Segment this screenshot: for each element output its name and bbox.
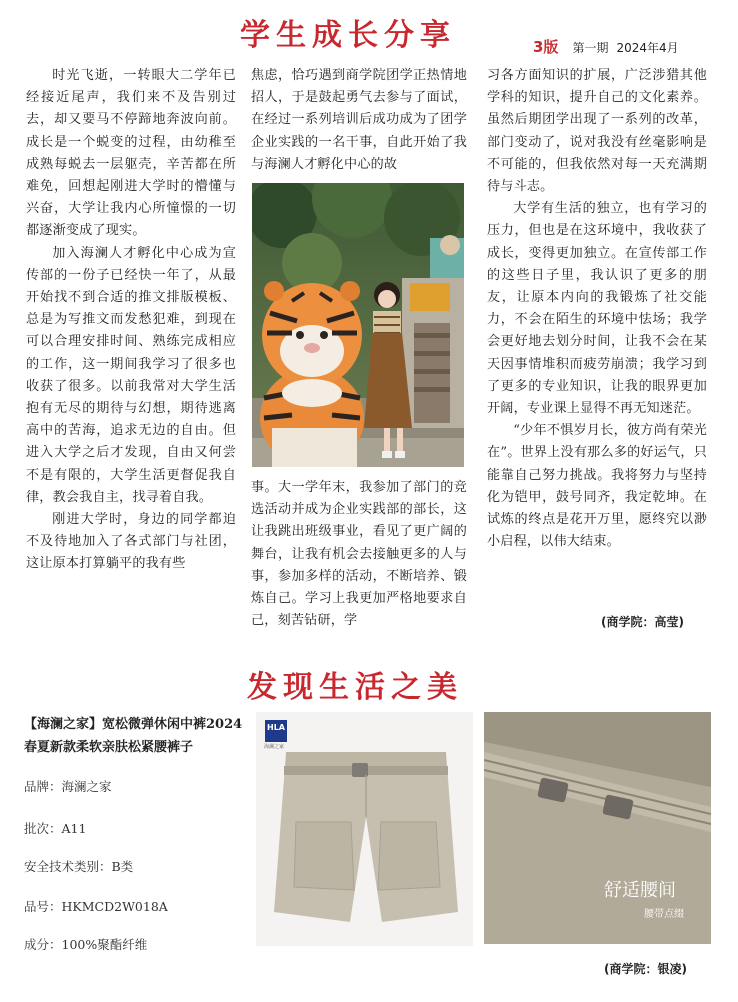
product-detail-photo [484,712,711,944]
article-column-3 [487,65,707,553]
spec-brand: 品牌：海澜之家 [24,779,112,794]
date-label: 2024年4月 [616,41,679,55]
article-photo [252,183,464,467]
paragraph: 事。大一学年末，我参加了部门的竞选活动并成为企业实践部的部长，这让我跳出班级事业，看见了更广阔的舞台，让我有机会去接触更多的人与事，参加多样的活动，不断培养、锻炼自己。学习上我更加严格地要求自己，刻苦钻研，学 [251,480,467,629]
author-credit: (商学院：高莹) [601,615,684,629]
version-label: 3版 [533,38,559,56]
paragraph: 刚进大学时，身边的同学都迫不及待地加入了各式部门与社团，这让原本打算躺平的我有些 [26,512,236,572]
brand-logo: HLA [265,720,287,742]
detail-caption: 舒适腰间 [604,880,676,901]
tiger-statue-photo [252,183,464,467]
issue-info [533,36,679,57]
section-title: 发现生活之美 [247,670,463,705]
author-credit-2: (商学院：银凌) [604,962,687,976]
brand-logo-sub: 海澜之家 [264,744,285,750]
product-title: 【海澜之家】宽松微弹休闲中裤2024春夏新款柔软亲肤松紧腰裤子 [24,717,243,755]
spec-batch: 批次：A11 [24,821,87,836]
shorts-illustration [256,712,473,946]
article-column-2-bottom [251,477,467,632]
paragraph: 焦虑，恰巧遇到商学院团学正热情地招人，于是鼓起勇气去参与了面试，在经过一系列培训后成功成为了团学企业实践的一名干事，自此开始了我与海澜人才孵化中心的故 [251,68,467,172]
article-column-2-top [251,65,467,176]
spec-safety: 安全技术类别：B类 [24,859,134,874]
spec-item-no: 品号：HKMCD2W018A [24,899,168,914]
paragraph: “少年不惧岁月长，彼方尚有荣光在”。世界上没有那么多的好运气，只能靠自己努力挑战。我将努力与坚持化为铠甲，鼓号同齐，我定乾坤。在试炼的终点是花开万里，愿终究以渺小启程，以伟大结束。 [487,423,707,550]
product-photo [256,712,473,946]
article-column-1 [26,65,236,576]
paragraph: 加入海澜人才孵化中心成为宣传部的一份子已经快一年了，从最开始找不到合适的推文排版模板、总是为写推文而发愁犯难，到现在可以合理安排时间、熟练完成相应的工作，这一期间我学习了很多也收获了很多。以前我常对大学生活抱有无尽的期待与幻想，期待逃离高中的苦海，追求无边的自由。但进入大学之后才发现，自由又何尝不是有限的，大学生活更督促我自律，教会我自主，找寻着自我。 [26,245,236,505]
issue-label: 第一期 [572,41,609,55]
page-title: 学生成长分享 [240,18,456,53]
paragraph: 习各方面知识的扩展，广泛涉猎其他学科的知识，提升自己的文化素养。虽然后期团学出现了一系列的改革，部门变动了，说对我没有丝毫影响是不可能的，但我依然对每一天充满期待与斗志。 [487,68,707,195]
detail-subcaption: 腰带点缀 [644,909,684,920]
spec-material: 成分：100%聚酯纤维 [24,937,148,952]
paragraph: 时光飞逝，一转眼大二学年已经接近尾声，我们来不及告别过去，却又要马不停蹄地奔波向前。成长是一个蜕变的过程，由幼稚至成熟每蜕去一层躯壳，辛苦都在所难免，回想起刚进大学时的懵懂与兴奋，大学让我内心所憧憬的一切都逐渐变成了现实。 [26,68,236,239]
paragraph: 大学有生活的独立，也有学习的压力，但也是在这环境中，我收获了成长，变得更加独立。在宣传部工作的这些日子里，我认识了更多的朋友，让原本内向的我锻炼了社交能力，不会在陌生的环境中怯场；我学会更好地去划分时间，让我不会在某天因事情堆积而疲劳崩溃；我学习到了更多的专业知识，让我的眼界更加开阔，专业课上显得不再无知迷茫。 [487,201,707,417]
